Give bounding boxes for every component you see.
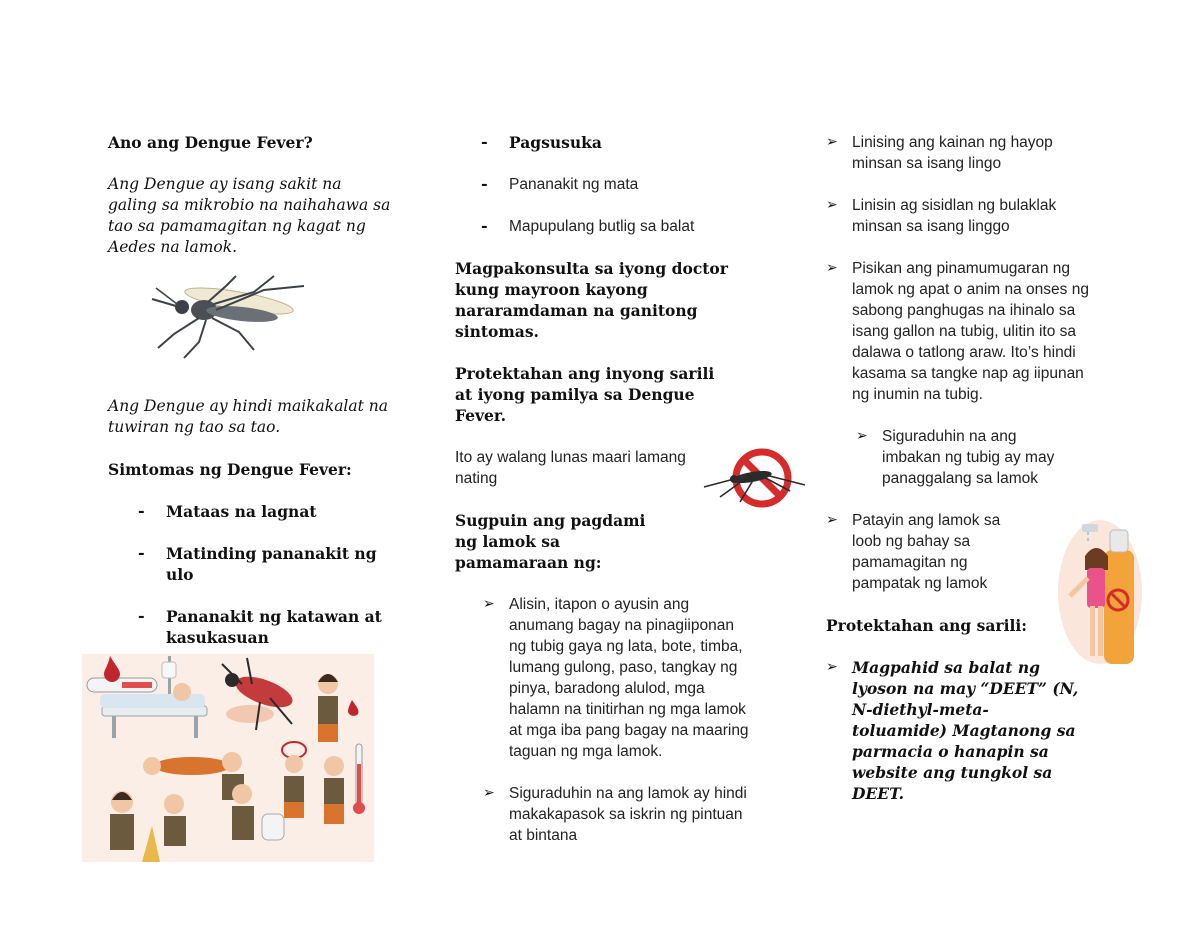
symptom-item [481, 216, 785, 237]
prevent-title: Sugpuin ang pagdami ng lamok sa pamamaraan ng: [455, 511, 646, 572]
prevention-text: Alisin, itapon o ayusin ang anumang bagay na pinagiiponan ng tubig gaya ng lata, bote, timba, lumang gulong, paso, tangkay ng pinya, baradong alulod, mga halamn na tinitirhan ng mga lamok at mga iba pang bagay na maaring taguan ng mga lamok. [509, 596, 749, 760]
arrow-bullet-icon: ➢ [826, 197, 838, 213]
mosquito-spray-illustration [1052, 500, 1142, 668]
prevention-item [826, 195, 1096, 237]
dash-icon: - [481, 174, 488, 193]
column-1 [108, 130, 408, 648]
arrow-bullet-icon: ➢ [826, 512, 838, 528]
arrow-bullet-icon: ➢ [826, 260, 838, 276]
consult-text: Magpakonsulta sa iyong doctor kung mayroon kayong nararamdaman na ganitong sintomas. [455, 259, 728, 341]
symptom-text: Matinding pananakit ng ulo [166, 544, 377, 584]
protection-item [826, 657, 1096, 804]
symptom-item [481, 174, 785, 195]
dengue-symptoms-illustration [82, 654, 374, 862]
prevention-text: Patayin ang lamok sa loob ng bahay sa pamamagitan ng pampatak ng lamok [852, 512, 1001, 592]
no-cure-text: Ito ay walang lunas maari lamang nating [455, 449, 686, 487]
no-mosquito-icon [700, 447, 812, 509]
prevention-item [483, 783, 785, 846]
arrow-bullet-icon: ➢ [856, 428, 868, 444]
dash-icon: - [481, 216, 488, 235]
symptom-text: Pananakit ng mata [509, 176, 639, 193]
symptom-text: Mapupulang butlig sa balat [509, 218, 695, 235]
prevention-item [826, 258, 1096, 405]
dash-icon: - [138, 543, 145, 562]
symptoms-title: Simtomas ng Dengue Fever: [108, 460, 352, 479]
mosquito-icon [144, 274, 314, 359]
dash-icon: - [138, 501, 145, 520]
column-3 [826, 130, 1096, 804]
section-title: Ano ang Dengue Fever? [108, 133, 313, 152]
symptom-item [481, 132, 785, 153]
arrow-bullet-icon: ➢ [483, 785, 495, 801]
arrow-bullet-icon: ➢ [826, 134, 838, 150]
prevention-text: Pisikan ang pinamumugaran ng lamok ng apat o anim na onses ng sabong panghugas na ihinalo sa isang gallon na tubig, ulitin ito sa dalawa o tatlong araw. Ito’s hindi kasama sa tangke nap ag iipunan ng inumin na tubig. [852, 260, 1089, 403]
symptom-item [138, 606, 408, 648]
protect-self-title: Protektahan ang sarili: [826, 616, 1027, 635]
prevention-item [826, 132, 1096, 174]
not-contagious-text: Ang Dengue ay hindi maikakalat na tuwiran ng tao sa tao. [108, 397, 389, 436]
symptom-text: Pananakit ng katawan at kasukasuan [166, 607, 382, 647]
dash-icon: - [138, 606, 145, 625]
symptom-text: Pagsusuka [509, 133, 602, 152]
symptom-item [138, 543, 408, 585]
dash-icon: - [481, 132, 488, 151]
symptom-text: Mataas na lagnat [166, 502, 317, 521]
prevention-item [483, 594, 785, 762]
arrow-bullet-icon: ➢ [483, 596, 495, 612]
prevention-sub-item [856, 426, 1096, 489]
prevention-text: Linising ang kainan ng hayop minsan sa isang lingo [852, 134, 1053, 172]
symptom-item [138, 501, 408, 522]
prevention-text: Siguraduhin na ang lamok ay hindi makakapasok sa iskrin ng pintuan at bintana [509, 785, 747, 844]
protect-family-text: Protektahan ang inyong sarili at iyong pamilya sa Dengue Fever. [455, 364, 715, 425]
prevention-text: Siguraduhin na ang imbakan ng tubig ay may panaggalang sa lamok [882, 428, 1055, 487]
protection-text: Magpahid sa balat ng lyoson na may “DEET” (N, N-diethyl-meta- toluamide) Magtanong sa parmacia o hanapin sa website ang tungkol sa DEET. [852, 658, 1079, 803]
intro-text: Ang Dengue ay isang sakit na galing sa mikrobio na naihahawa sa tao sa pamamagitan ng kagat ng Aedes na lamok. [108, 175, 391, 256]
prevention-text: Linisin ag sisidlan ng bulaklak minsan sa isang linggo [852, 197, 1057, 235]
arrow-bullet-icon: ➢ [826, 659, 838, 675]
